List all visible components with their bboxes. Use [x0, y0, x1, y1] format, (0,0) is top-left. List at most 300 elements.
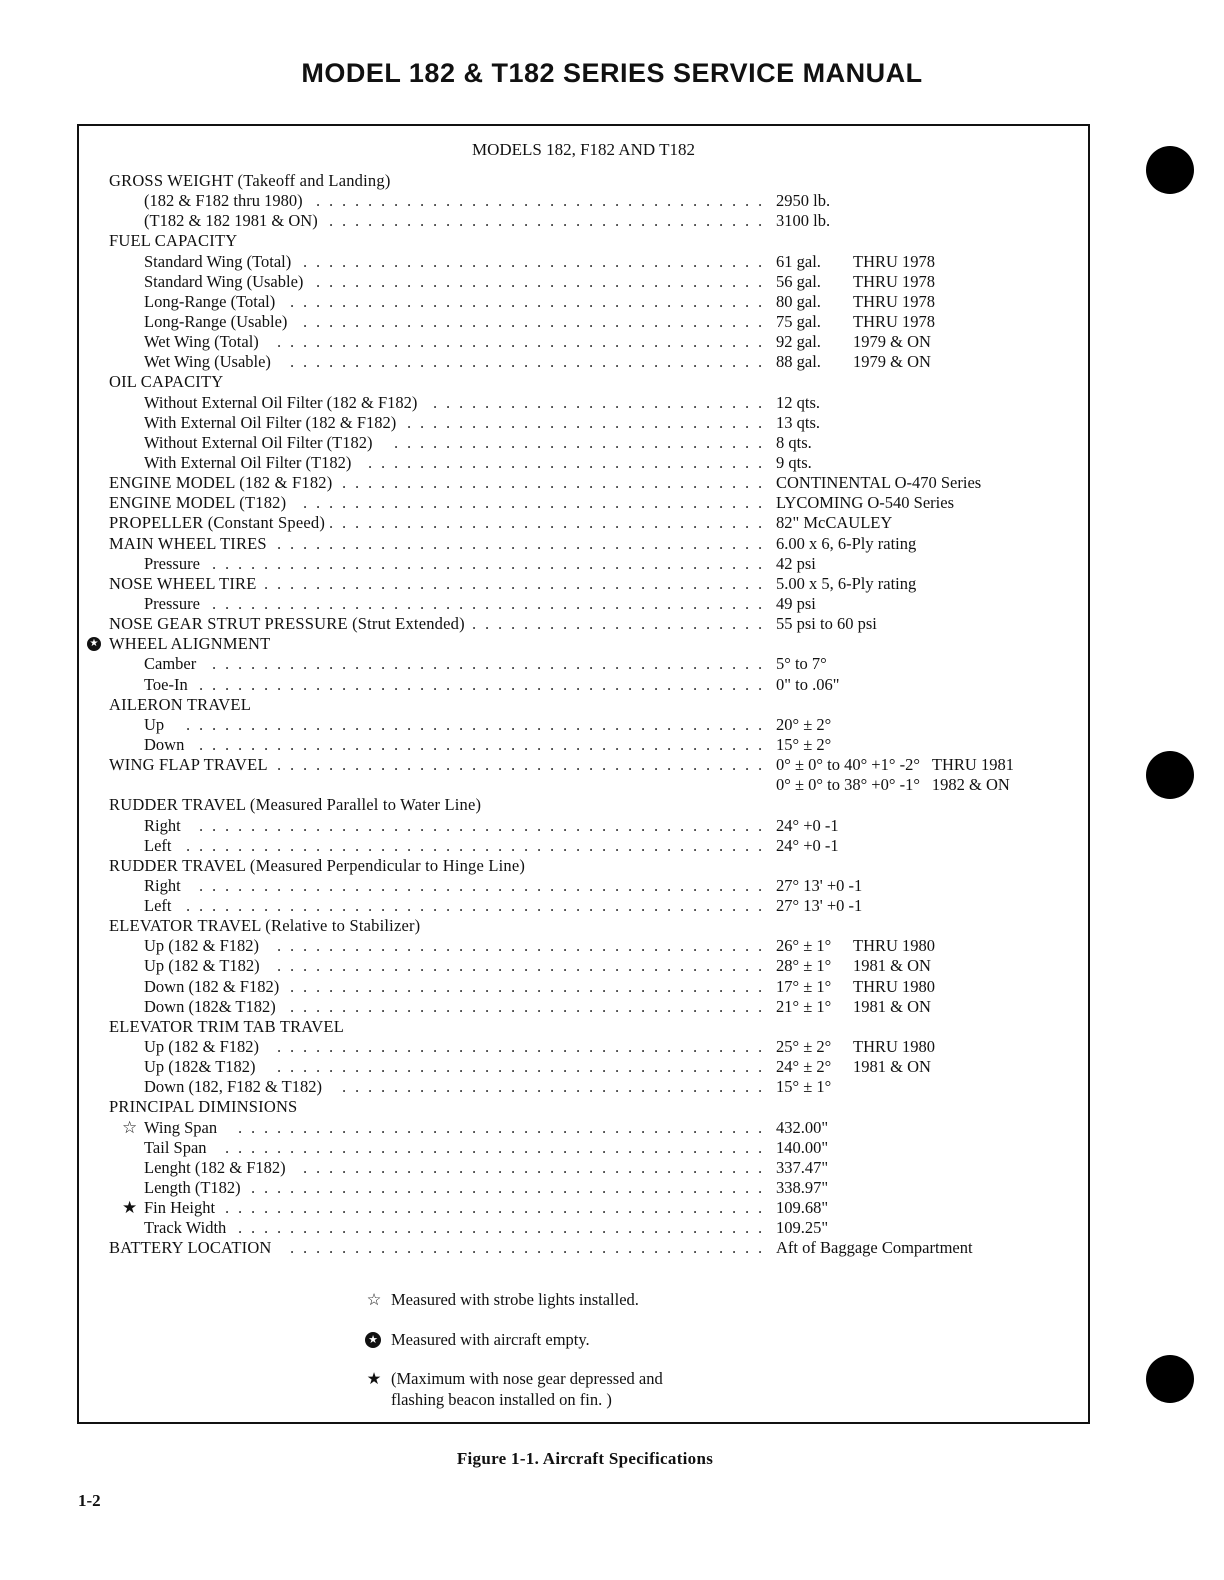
leader-dot: . — [419, 1077, 425, 1097]
leader-dot: . — [341, 1198, 347, 1218]
leader-dot: . — [653, 311, 659, 331]
leader-dot: . — [393, 271, 399, 291]
leader-dot: . — [731, 674, 737, 694]
leader-dot: . — [588, 996, 594, 1016]
leader-dot: . — [523, 493, 529, 513]
leader-dot: . — [354, 1037, 360, 1057]
leader-dot: . — [393, 1238, 399, 1258]
leader-dot: . — [692, 251, 698, 271]
leader-dot: . — [627, 976, 633, 996]
leader-dot: . — [393, 714, 399, 734]
spec-label: Up (182 & T182) — [144, 956, 260, 976]
leader-dot: . — [471, 1137, 477, 1157]
leader-dot: . — [692, 412, 698, 432]
leader-dot: . — [471, 593, 477, 613]
leader-dot: . — [315, 996, 321, 1016]
leader-dot: . — [393, 674, 399, 694]
leader-dot: . — [471, 614, 477, 634]
leader-dot: . — [718, 553, 724, 573]
leader-dot: . — [263, 593, 269, 613]
leader-dot: . — [419, 493, 425, 513]
leader-dot: . — [276, 1137, 282, 1157]
leader-dot: . — [601, 1077, 607, 1097]
leader-dot: . — [458, 1178, 464, 1198]
leader-dot: . — [250, 815, 256, 835]
specifications-box-title: MODELS 182, F182 AND T182 — [471, 140, 696, 159]
leader-dot: . — [445, 533, 451, 553]
leader-dot: . — [588, 654, 594, 674]
leader-dot: . — [497, 1198, 503, 1218]
spec-value: 61 gal. — [776, 251, 821, 271]
leader-dot: . — [419, 1198, 425, 1218]
leader-dot: . — [627, 493, 633, 513]
spec-value: 88 gal. — [776, 352, 821, 372]
leader-dot: . — [523, 1137, 529, 1157]
spec-row — [79, 473, 1088, 493]
leader-dot: . — [432, 291, 438, 311]
leader-dot: . — [510, 1077, 516, 1097]
leader-dot: . — [432, 734, 438, 754]
leader-dot: . — [484, 533, 490, 553]
leader-dot: . — [367, 1178, 373, 1198]
leader-dot: . — [536, 714, 542, 734]
leader-dot: . — [757, 533, 763, 553]
leader-dot: . — [445, 654, 451, 674]
leader-dot: . — [705, 1178, 711, 1198]
leader-dot: . — [666, 936, 672, 956]
leader-dot: . — [367, 936, 373, 956]
spec-label: Pressure — [144, 593, 200, 613]
leader-dot: . — [666, 332, 672, 352]
leader-dot: . — [757, 1077, 763, 1097]
leader-dot: . — [263, 1178, 269, 1198]
leader-dot: . — [744, 1238, 750, 1258]
leader-dot: . — [588, 432, 594, 452]
leader-dot: . — [250, 896, 256, 916]
leader-dot: . — [718, 1037, 724, 1057]
leader-dot: . — [445, 755, 451, 775]
leader-dot: . — [315, 674, 321, 694]
leader-dot: . — [367, 1117, 373, 1137]
leader-dot: . — [315, 251, 321, 271]
leader-dot: . — [328, 1057, 334, 1077]
leader-dot: . — [302, 332, 308, 352]
leader-dot: . — [679, 473, 685, 493]
spec-value: LYCOMING O-540 Series — [776, 493, 954, 513]
leader-dot: . — [536, 311, 542, 331]
leader-dot: . — [354, 211, 360, 231]
leader-dot: . — [575, 412, 581, 432]
leader-dot: . — [354, 875, 360, 895]
leader-dot: . — [679, 1077, 685, 1097]
leader-dot: . — [406, 1157, 412, 1177]
leader-dot: . — [731, 1218, 737, 1238]
leader-dot: . — [718, 674, 724, 694]
leader-dot: . — [549, 432, 555, 452]
leader-dot: . — [601, 452, 607, 472]
leader-dot: . — [419, 191, 425, 211]
leader-dot: . — [731, 815, 737, 835]
leader-dot: . — [224, 875, 230, 895]
leader-dot: . — [666, 896, 672, 916]
leader-dot: . — [484, 271, 490, 291]
leader-dot: . — [458, 875, 464, 895]
leader-dot: . — [588, 956, 594, 976]
leader-dot: . — [744, 271, 750, 291]
leader-dot: . — [406, 271, 412, 291]
leader-dot: . — [276, 553, 282, 573]
leader-dot: . — [601, 593, 607, 613]
leader-dot: . — [562, 875, 568, 895]
leader-dot: . — [640, 714, 646, 734]
leader-dot: . — [523, 593, 529, 613]
leader-dot: . — [367, 1077, 373, 1097]
leader-dot: . — [328, 251, 334, 271]
leader-dot: . — [666, 191, 672, 211]
leader-dot: . — [367, 493, 373, 513]
spec-row — [79, 312, 1088, 332]
leader-dot: . — [575, 1137, 581, 1157]
leader-dot: . — [627, 211, 633, 231]
leader-dot: . — [328, 815, 334, 835]
leader-dot: . — [757, 332, 763, 352]
leader-dot: . — [458, 211, 464, 231]
leader-dot: . — [406, 412, 412, 432]
leader-dot: . — [237, 593, 243, 613]
spec-row — [79, 453, 1088, 473]
leader-dot: . — [679, 533, 685, 553]
leader-dot: . — [692, 976, 698, 996]
leader-dot: . — [328, 271, 334, 291]
leader-dot: . — [757, 674, 763, 694]
leader-dot: . — [289, 332, 295, 352]
leader-dot: . — [640, 1037, 646, 1057]
leader-dot: . — [705, 291, 711, 311]
spec-label: ELEVATOR TRIM TAB TRAVEL — [109, 1016, 344, 1036]
leader-dot: . — [549, 976, 555, 996]
leader-dot: . — [536, 1137, 542, 1157]
leader-dot: . — [328, 835, 334, 855]
leader-dot: . — [289, 533, 295, 553]
leader-dot: . — [549, 835, 555, 855]
leader-dot: . — [510, 1157, 516, 1177]
leader-dot: . — [562, 936, 568, 956]
leader-dot: . — [718, 191, 724, 211]
leader-dot: . — [445, 452, 451, 472]
leader-dot: . — [341, 493, 347, 513]
leader-dot: . — [419, 996, 425, 1016]
leader-dot: . — [393, 1057, 399, 1077]
leader-dot: . — [328, 1238, 334, 1258]
leader-dot: . — [445, 896, 451, 916]
leader-dot: . — [588, 251, 594, 271]
leader-dot: . — [614, 573, 620, 593]
leader-dot: . — [718, 513, 724, 533]
leader-dot: . — [354, 311, 360, 331]
leader-dot: . — [692, 352, 698, 372]
spec-label: Down (182, F182 & T182) — [144, 1077, 322, 1097]
leader-dot: . — [432, 432, 438, 452]
leader-dot: . — [588, 1218, 594, 1238]
leader-dot: . — [393, 1077, 399, 1097]
leader-dot: . — [588, 815, 594, 835]
leader-dot: . — [497, 573, 503, 593]
leader-dot: . — [653, 936, 659, 956]
leader-dot: . — [692, 573, 698, 593]
leader-dot: . — [757, 311, 763, 331]
leader-dot: . — [484, 956, 490, 976]
leader-dot: . — [393, 1198, 399, 1218]
leader-dot: . — [601, 493, 607, 513]
leader-dot: . — [731, 1238, 737, 1258]
leader-dot: . — [432, 674, 438, 694]
leader-dot: . — [458, 432, 464, 452]
leader-dot: . — [757, 815, 763, 835]
leader-dot: . — [497, 815, 503, 835]
leader-dot: . — [445, 493, 451, 513]
leader-dot: . — [666, 674, 672, 694]
spec-note: THRU 1978 — [853, 271, 936, 291]
leader-dot: . — [341, 996, 347, 1016]
leader-dot: . — [731, 553, 737, 573]
leader-dot: . — [692, 311, 698, 331]
leader-dot: . — [666, 311, 672, 331]
leader-dot: . — [510, 573, 516, 593]
leader-dot: . — [653, 755, 659, 775]
leader-dot: . — [432, 1057, 438, 1077]
leader-dot: . — [744, 291, 750, 311]
spec-value: 13 qts. — [776, 412, 821, 432]
leader-dot: . — [679, 956, 685, 976]
leader-dot: . — [315, 734, 321, 754]
leader-dot: . — [549, 291, 555, 311]
leader-dot: . — [588, 1238, 594, 1258]
leader-dot: . — [523, 1198, 529, 1218]
leader-dot: . — [432, 654, 438, 674]
leader-dot: . — [367, 211, 373, 231]
leader-dot: . — [510, 392, 516, 412]
leader-dot: . — [419, 835, 425, 855]
spec-note: THRU 1978 — [853, 291, 936, 311]
leader-dot: . — [471, 1238, 477, 1258]
spec-note: 1979 & ON — [853, 332, 931, 352]
leader-dot: . — [419, 976, 425, 996]
leader-dot: . — [627, 654, 633, 674]
spec-value: 0° ± 0° to 40° +1° -2° — [776, 755, 920, 775]
spec-value: 8 qts. — [776, 432, 812, 452]
leader-dot: . — [419, 211, 425, 231]
leader-dot: . — [406, 1218, 412, 1238]
leader-dot: . — [471, 956, 477, 976]
leader-dot: . — [549, 815, 555, 835]
spec-value: 55 psi to 60 psi — [776, 614, 877, 634]
leader-dot: . — [471, 755, 477, 775]
spec-note: THRU 1980 — [853, 936, 936, 956]
leader-dot: . — [341, 553, 347, 573]
leader-dot: . — [536, 875, 542, 895]
leader-dot: . — [705, 936, 711, 956]
spec-value: 15° ± 2° — [776, 734, 832, 754]
leader-dot: . — [341, 473, 347, 493]
leader-dot: . — [250, 714, 256, 734]
leader-dot: . — [289, 352, 295, 372]
leader-dot: . — [705, 352, 711, 372]
leader-dot: . — [237, 875, 243, 895]
leader-dot: . — [562, 956, 568, 976]
spec-label: Pressure — [144, 553, 200, 573]
leader-dot: . — [523, 311, 529, 331]
leader-dot: . — [601, 654, 607, 674]
leader-dot: . — [354, 352, 360, 372]
leader-dot: . — [744, 1198, 750, 1218]
leader-dot: . — [692, 936, 698, 956]
leader-dot: . — [523, 332, 529, 352]
leader-dot: . — [692, 654, 698, 674]
leader-dot: . — [354, 291, 360, 311]
leader-dot: . — [471, 896, 477, 916]
leader-dot: . — [497, 755, 503, 775]
leader-dot: . — [666, 513, 672, 533]
leader-dot: . — [731, 654, 737, 674]
leader-dot: . — [666, 956, 672, 976]
leader-dot: . — [666, 835, 672, 855]
leader-dot: . — [250, 1117, 256, 1137]
leader-dot: . — [601, 976, 607, 996]
leader-dot: . — [692, 755, 698, 775]
leader-dot: . — [679, 1218, 685, 1238]
leader-dot: . — [679, 1117, 685, 1137]
leader-dot: . — [328, 513, 334, 533]
leader-dot: . — [731, 271, 737, 291]
leader-dot: . — [497, 1137, 503, 1157]
leader-dot: . — [406, 311, 412, 331]
leader-dot: . — [484, 835, 490, 855]
leader-dot: . — [354, 191, 360, 211]
leader-dot: . — [757, 936, 763, 956]
leader-dot: . — [510, 593, 516, 613]
leader-dot: . — [679, 815, 685, 835]
leader-dot: . — [718, 1137, 724, 1157]
leader-dot: . — [354, 473, 360, 493]
leader-dot: . — [510, 352, 516, 372]
leader-dot: . — [471, 654, 477, 674]
leader-dot: . — [679, 412, 685, 432]
spec-row — [79, 775, 1088, 795]
leader-dot: . — [328, 1137, 334, 1157]
leader-dot: . — [744, 1157, 750, 1177]
leader-dot: . — [562, 1218, 568, 1238]
leader-dot: . — [666, 976, 672, 996]
leader-dot: . — [341, 1238, 347, 1258]
leader-dot: . — [497, 1037, 503, 1057]
leader-dot: . — [354, 573, 360, 593]
leader-dot: . — [510, 1037, 516, 1057]
leader-dot: . — [419, 714, 425, 734]
leader-dot: . — [692, 896, 698, 916]
leader-dot: . — [393, 211, 399, 231]
leader-dot: . — [744, 996, 750, 1016]
leader-dot: . — [315, 311, 321, 331]
leader-dot: . — [653, 654, 659, 674]
leader-dot: . — [757, 352, 763, 372]
leader-dot: . — [315, 956, 321, 976]
leader-dot: . — [510, 311, 516, 331]
leader-dot: . — [718, 835, 724, 855]
leader-dot: . — [315, 755, 321, 775]
leader-dot: . — [601, 996, 607, 1016]
leader-dot: . — [692, 1037, 698, 1057]
leader-dot: . — [289, 835, 295, 855]
leader-dot: . — [718, 896, 724, 916]
leader-dot: . — [653, 996, 659, 1016]
spec-label: Long-Range (Usable) — [144, 311, 288, 331]
leader-dot: . — [588, 311, 594, 331]
leader-dot: . — [536, 493, 542, 513]
leader-dot: . — [380, 674, 386, 694]
leader-dot: . — [341, 573, 347, 593]
leader-dot: . — [419, 674, 425, 694]
leader-dot: . — [614, 251, 620, 271]
leader-dot: . — [640, 412, 646, 432]
spec-note: THRU 1980 — [853, 1037, 936, 1057]
leader-dot: . — [744, 533, 750, 553]
leader-dot: . — [302, 573, 308, 593]
leader-dot: . — [627, 412, 633, 432]
solid-star-icon: ★ — [366, 1369, 382, 1388]
leader-dot: . — [276, 875, 282, 895]
spec-label: NOSE WHEEL TIRE — [109, 573, 257, 593]
leader-dot: . — [471, 815, 477, 835]
leader-dot: . — [705, 714, 711, 734]
leader-dot: . — [354, 956, 360, 976]
leader-dot: . — [705, 1117, 711, 1137]
leader-dot: . — [614, 996, 620, 1016]
leader-dot: . — [627, 1137, 633, 1157]
leader-dot: . — [757, 573, 763, 593]
leader-dot: . — [458, 191, 464, 211]
leader-dot: . — [276, 1037, 282, 1057]
leader-dot: . — [393, 191, 399, 211]
leader-dot: . — [458, 493, 464, 513]
leader-dot: . — [614, 875, 620, 895]
leader-dot: . — [484, 392, 490, 412]
leader-dot: . — [575, 191, 581, 211]
leader-dot: . — [328, 291, 334, 311]
leader-dot: . — [601, 734, 607, 754]
specifications-box — [77, 124, 1090, 1424]
leader-dot: . — [302, 593, 308, 613]
leader-dot: . — [614, 593, 620, 613]
leader-dot: . — [692, 1178, 698, 1198]
leader-dot: . — [393, 553, 399, 573]
leader-dot: . — [562, 392, 568, 412]
leader-dot: . — [497, 714, 503, 734]
spec-label: ENGINE MODEL (182 & F182) — [109, 473, 333, 493]
leader-dot: . — [380, 1198, 386, 1218]
spec-label: Up — [144, 714, 165, 734]
leader-dot: . — [380, 1137, 386, 1157]
spec-note: 1982 & ON — [931, 775, 1010, 795]
leader-dot: . — [445, 593, 451, 613]
spec-value: 75 gal. — [776, 311, 821, 331]
leader-dot: . — [497, 614, 503, 634]
leader-dot: . — [484, 1077, 490, 1097]
leader-dot: . — [432, 976, 438, 996]
leader-dot: . — [536, 473, 542, 493]
leader-dot: . — [471, 875, 477, 895]
leader-dot: . — [536, 1037, 542, 1057]
leader-dot: . — [380, 956, 386, 976]
